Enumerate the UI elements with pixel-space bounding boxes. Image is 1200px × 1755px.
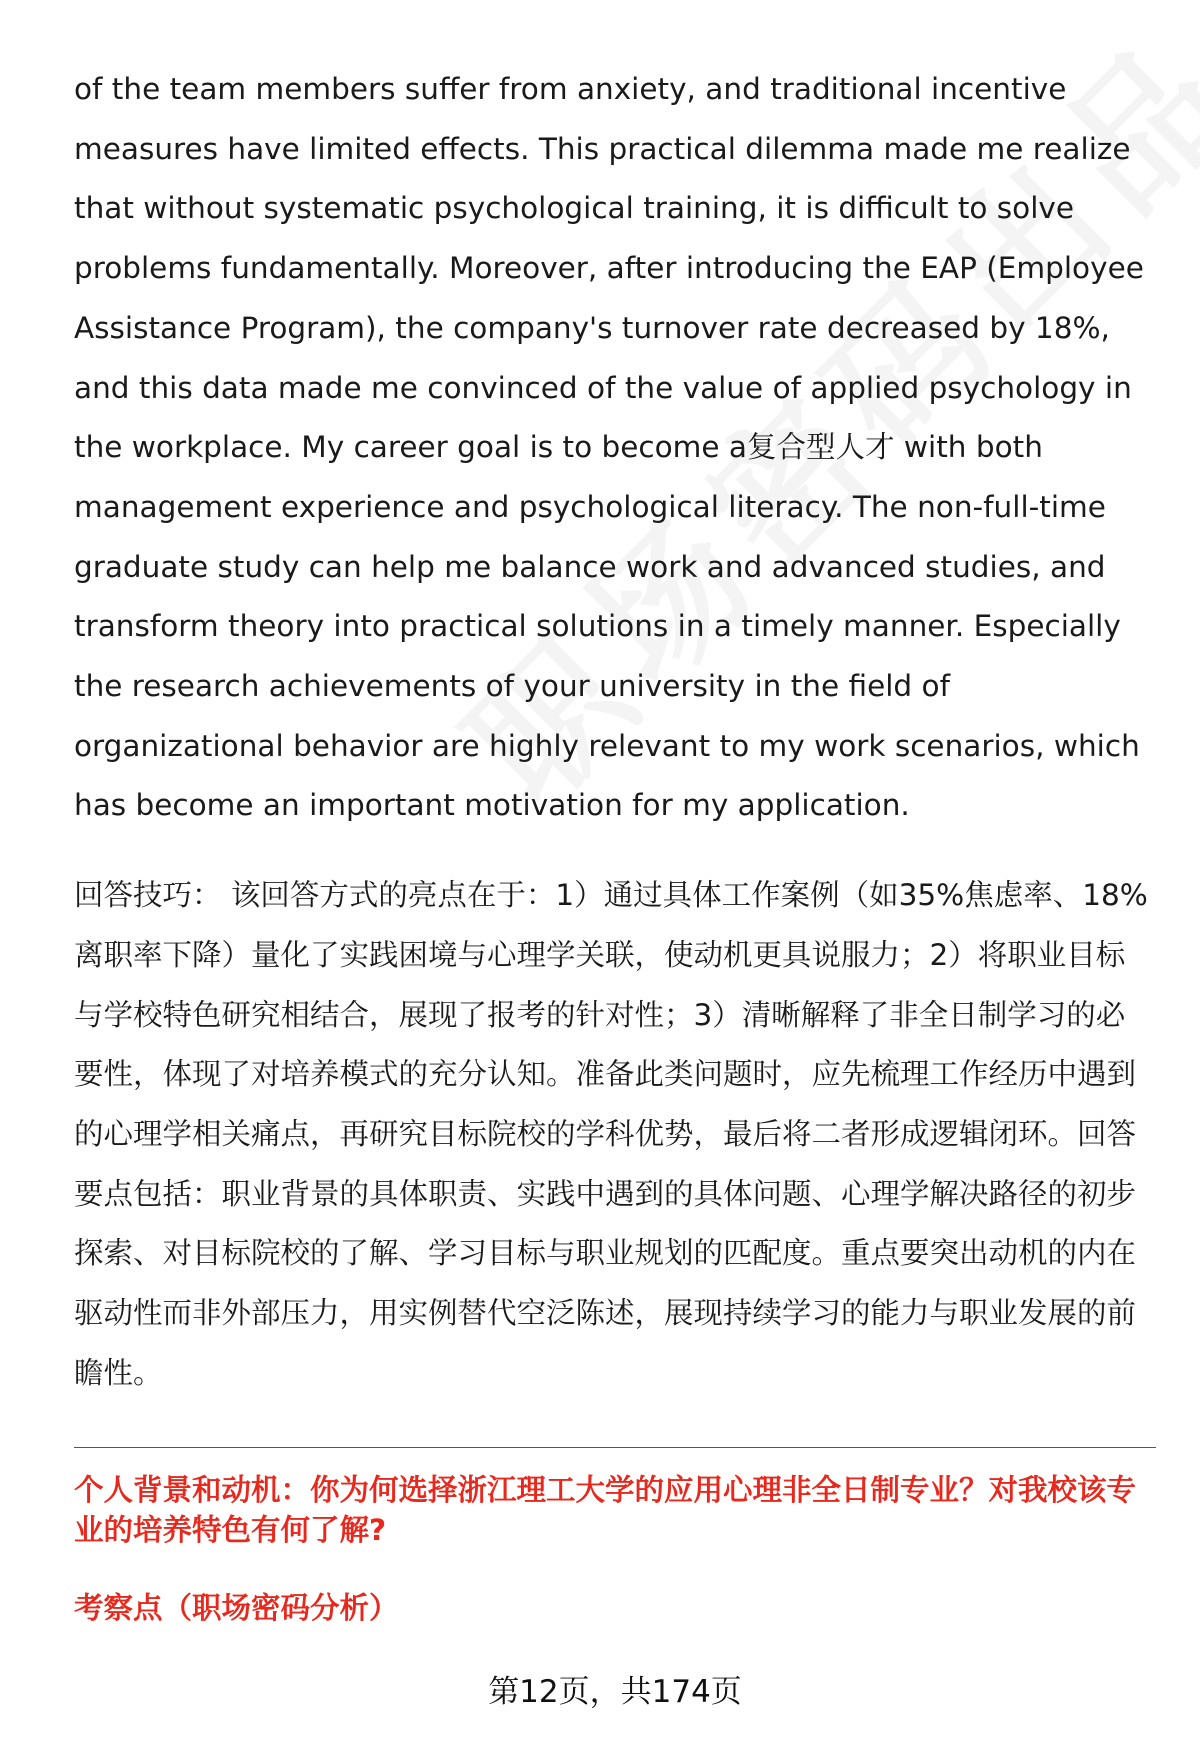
english-answer-paragraph: of the team members suffer from anxiety, and traditional incentive measures have limited effects. This practical dilemma made me realize that without systematic psychological training, it is difficult to solve problems fundamentally. Moreover, after introducing the EAP (Employee Assistance Program), the company's turnover rate decreased by 18%, and this data made me convinced of the value of applied psychology in the workplace. My career goal is to become a复合型人才 with both management experience and psychological literacy. The non-full-time graduate study can help me balance work and advanced studies, and transform theory into practical solutions in a timely manner. Especially the research achievements of your university in the field of organizational behavior are highly relevant to my work scenarios, which has become an important motivation for my application. <box>74 72 1144 823</box>
assessment-point-heading: 考察点（职场密码分析） <box>74 1591 399 1626</box>
next-question-title: 个人背景和动机：你为何选择浙江理工大学的应用心理非全日制专业？对我校该专业的培养特色有何了解? <box>74 1473 1137 1548</box>
page-number-footer: 第12页，共174页 <box>488 1674 742 1710</box>
section-divider <box>74 1447 1156 1448</box>
document-page <box>74 60 1154 1628</box>
answer-tips-paragraph: 回答技巧： 该回答方式的亮点在于：1）通过具体工作案例（如35%焦虑率、18%离职率下降）量化了实践困境与心理学关联，使动机更具说服力；2）将职业目标与学校特色研究相结合，展现了报考的针对性；3）清晰解释了非全日制学习的必要性，体现了对培养模式的充分认知。准备此类问题时，应先梳理工作经历中遇到的心理学相关痛点，再研究目标院校的学科优势，最后将二者形成逻辑闭环。回答要点包括：职业背景的具体职责、实践中遇到的具体问题、心理学解决路径的初步探索、对目标院校的了解、学习目标与职业规划的匹配度。重点要突出动机的内在驱动性而非外部压力，用实例替代空泛陈述，展现持续学习的能力与职业发展的前瞻性。 <box>74 878 1148 1390</box>
